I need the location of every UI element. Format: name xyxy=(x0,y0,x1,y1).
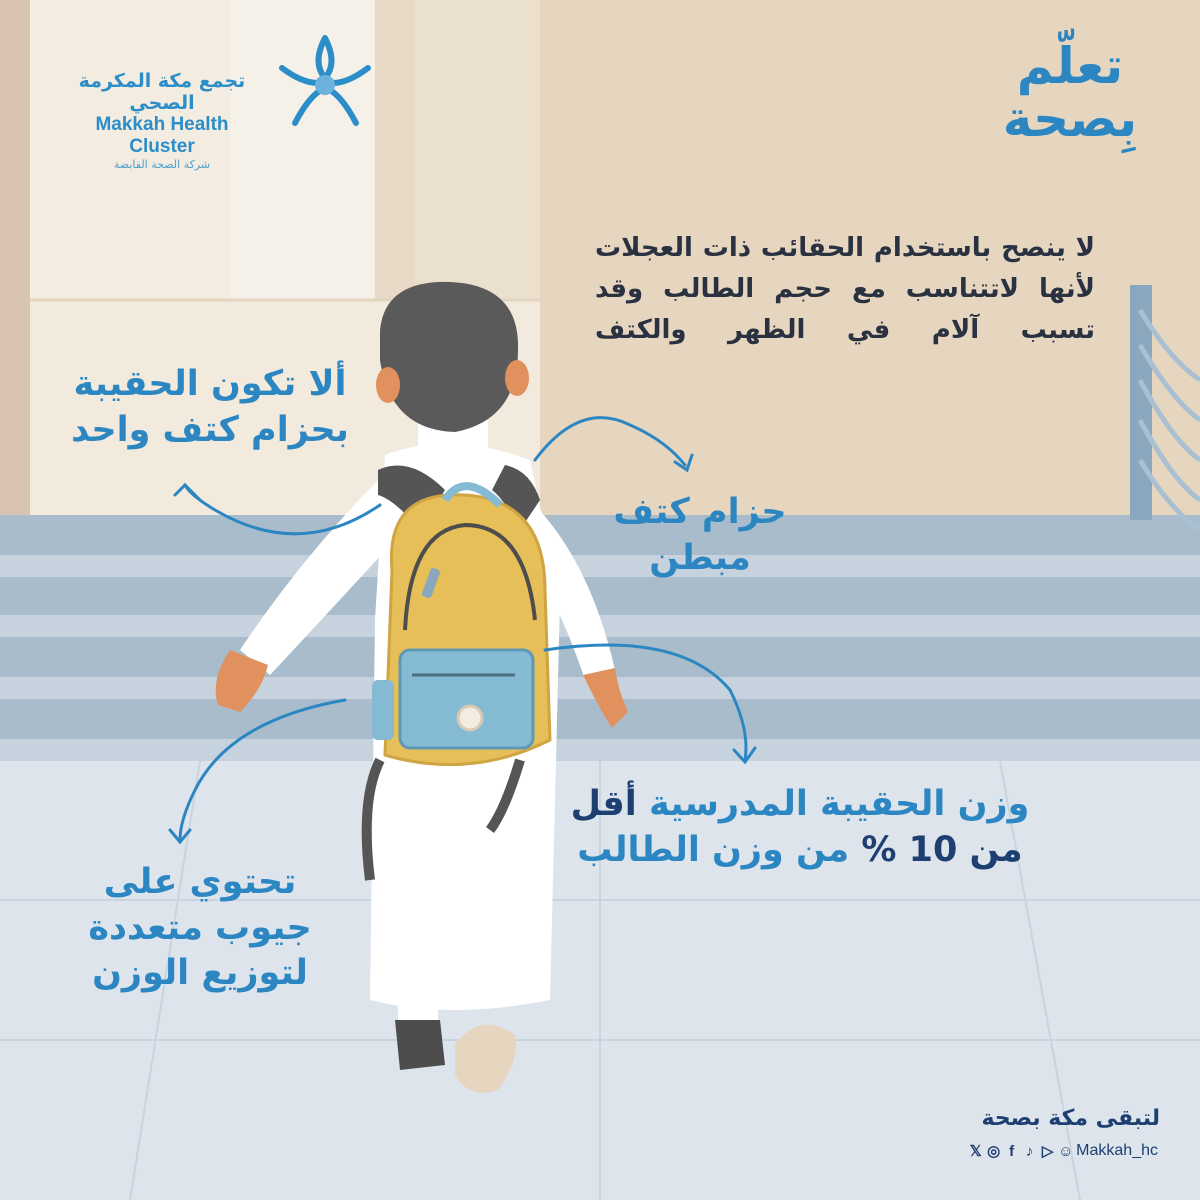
tip-bag-weight-line2 xyxy=(570,828,1030,874)
cluster-name-english: Makkah Health Cluster xyxy=(95,114,229,157)
campaign-logo-line2: بِصحة xyxy=(1002,89,1138,148)
campaign-logo xyxy=(980,37,1160,148)
tip-padded-strap-line1: حزام كتف xyxy=(613,492,787,532)
tip-bag-weight-text-4: من وزن الطالب xyxy=(577,829,850,870)
tip-pockets-line2: جيوب متعددة xyxy=(88,907,312,948)
tip-single-strap-line2: بحزام كتف واحد xyxy=(71,409,349,450)
youtube-icon[interactable]: ▷ xyxy=(1041,1143,1054,1160)
campaign-logo-line1: تعلّم xyxy=(1016,37,1124,95)
tip-multiple-pockets xyxy=(60,860,340,997)
instagram-icon[interactable]: ◎ xyxy=(987,1143,1001,1160)
cluster-emblem-icon xyxy=(268,28,383,138)
tip-pockets-line3: لتوزيع الوزن xyxy=(92,953,308,993)
tip-padded-strap-line2: مبطن xyxy=(649,537,751,578)
x-icon[interactable]: 𝕏 xyxy=(969,1143,982,1160)
social-handle[interactable]: Makkah_hc xyxy=(1076,1142,1158,1159)
tip-bag-weight-line1 xyxy=(570,782,1030,828)
tiktok-icon[interactable]: ♪ xyxy=(1025,1142,1034,1160)
advice-line-3: تسبب آلام في الظهر والكتف xyxy=(595,315,1095,345)
tip-bag-weight-text-1: وزن الحقيبة المدرسية xyxy=(648,784,1030,824)
tip-bag-weight-text-3: من 10 % xyxy=(861,829,1023,870)
cluster-name-arabic: تجمع مكة المكرمة الصحي xyxy=(78,70,246,114)
tip-single-strap xyxy=(60,362,360,453)
cluster-logo-text xyxy=(62,70,262,171)
footer-social-bar xyxy=(968,1142,1158,1160)
cluster-parent-company: شركة الصحة القابضة xyxy=(113,158,211,171)
advice-line-1: لا ينصح باستخدام الحقائب ذات العجلات xyxy=(595,233,1095,263)
tip-bag-weight xyxy=(570,782,1030,873)
wheeled-bag-advice xyxy=(595,228,1095,351)
tip-bag-weight-text-2: أقل xyxy=(570,784,637,824)
snapchat-icon[interactable]: ☺ xyxy=(1058,1142,1074,1160)
tip-padded-strap xyxy=(600,490,800,581)
advice-line-2: لأنها لاتتناسب مع حجم الطالب وقد xyxy=(595,274,1095,304)
tip-single-strap-line1: ألا تكون الحقيبة xyxy=(73,364,347,404)
tip-pockets-line1: تحتوي على xyxy=(103,862,297,902)
facebook-icon[interactable]: f xyxy=(1009,1142,1015,1160)
footer-slogan: لتبقى مكة بصحة xyxy=(981,1106,1160,1131)
